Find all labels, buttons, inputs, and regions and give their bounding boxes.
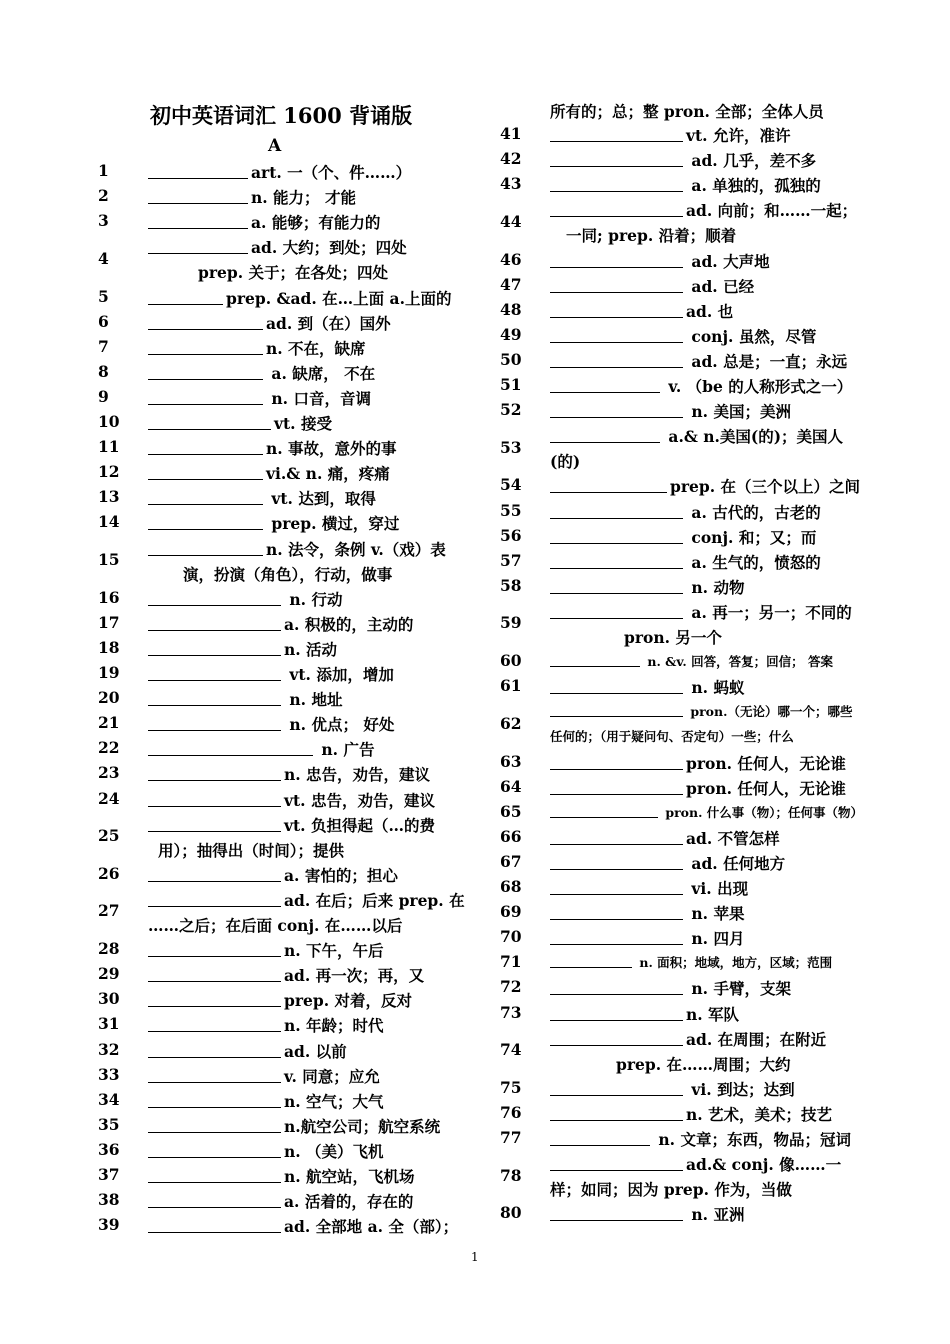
entry-number: 25 — [98, 826, 120, 846]
definition: ad. 在后；后来 prep. 在 — [284, 890, 465, 910]
answer-blank[interactable] — [148, 188, 248, 204]
definition: pron. 任何人，无论谁 — [686, 778, 846, 798]
entry-number: 3 — [98, 211, 109, 231]
answer-blank[interactable] — [550, 603, 683, 619]
answer-blank[interactable] — [550, 1155, 683, 1171]
answer-blank[interactable] — [148, 640, 281, 656]
entry-number: 16 — [98, 587, 120, 607]
entry-number: 32 — [98, 1039, 120, 1059]
entry-number: 2 — [98, 186, 109, 206]
entry-number: 12 — [98, 462, 120, 482]
answer-blank[interactable] — [148, 891, 281, 907]
definition: pron. 任何人，无论谁 — [686, 753, 846, 773]
answer-blank[interactable] — [550, 503, 683, 519]
answer-blank[interactable] — [148, 1016, 281, 1032]
entry-number: 21 — [98, 713, 120, 733]
definition-continued: 一同; prep. 沿着；顺着 — [566, 226, 737, 246]
answer-blank[interactable] — [550, 829, 683, 845]
definition-continued: 任何的；（用于疑问句、否定句）一些；什么 — [550, 729, 794, 745]
entry-number: 24 — [98, 788, 120, 808]
entry-number: 52 — [500, 400, 522, 420]
entry-number: 54 — [500, 475, 522, 495]
entry-number: 57 — [500, 550, 522, 570]
definition: n. 活动 — [284, 639, 338, 659]
answer-blank[interactable] — [550, 854, 683, 870]
definition: vt. 接受 — [274, 414, 332, 433]
definition: a. 活着的，存在的 — [284, 1192, 414, 1212]
definition: v. （be 的人称形式之一） — [663, 377, 853, 396]
definition: vi.& n. 痛，疼痛 — [266, 464, 390, 484]
entry-number: 34 — [98, 1089, 120, 1109]
entry-number: 72 — [500, 977, 522, 997]
definition: a. 单独的，孤独的 — [686, 176, 821, 196]
definition: v. 同意；应允 — [284, 1066, 380, 1086]
definition: n. 手臂，支架 — [686, 979, 791, 999]
definition: n. 下午，午后 — [284, 941, 384, 961]
answer-blank[interactable] — [148, 765, 281, 781]
definition: ad.& conj. 像……一 — [686, 1155, 842, 1175]
entry-number: 5 — [98, 286, 109, 306]
answer-blank[interactable] — [148, 489, 263, 505]
entry-number: 69 — [500, 902, 522, 922]
answer-blank[interactable] — [148, 941, 281, 957]
definition: ad. 大声地 — [686, 251, 770, 271]
entry-number: 68 — [500, 877, 522, 896]
entry-number: 75 — [500, 1077, 522, 1097]
definition: vt. 负担得起（…的费 — [284, 815, 435, 835]
answer-blank[interactable] — [148, 1092, 281, 1108]
answer-blank[interactable] — [148, 1042, 281, 1058]
definition: ad. 在周围；在附近 — [686, 1029, 827, 1049]
answer-blank[interactable] — [550, 402, 683, 418]
entry-number: 9 — [98, 386, 109, 406]
definition: ad. 大约；到处；四处 — [251, 238, 407, 258]
entry-number: 11 — [98, 437, 120, 457]
definition: n. 动物 — [686, 577, 745, 597]
definition: n. 年龄；时代 — [284, 1016, 384, 1036]
entry-number: 62 — [500, 713, 522, 733]
answer-blank[interactable] — [148, 364, 263, 380]
entry-number: 56 — [500, 525, 522, 545]
answer-blank[interactable] — [148, 1117, 281, 1133]
entry-number: 6 — [98, 311, 109, 331]
definition: n.航空公司；航空系统 — [284, 1116, 441, 1136]
definition: n. 面积；地域，地方，区域；范围 — [635, 955, 833, 971]
definition: ad. 也 — [686, 301, 734, 321]
definition: pron. 什么事（物）；任何事（物） — [661, 804, 864, 820]
entry-number: 36 — [98, 1139, 120, 1159]
definition: a. 积极的，主动的 — [284, 614, 414, 634]
entry-number: 42 — [500, 149, 522, 169]
definition: ad. 全部地 a. 全（部）； — [284, 1217, 459, 1237]
answer-blank[interactable] — [148, 590, 281, 606]
entry-number: 63 — [500, 751, 522, 771]
entry-number: 26 — [98, 863, 120, 883]
answer-blank[interactable] — [550, 678, 683, 694]
entry-number: 64 — [500, 776, 522, 796]
answer-blank[interactable] — [550, 201, 683, 217]
entry-number: 18 — [98, 637, 120, 657]
definition: a. 古代的，古老的 — [686, 502, 821, 522]
answer-blank[interactable] — [550, 528, 683, 544]
definition: prep. 横过，穿过 — [266, 514, 400, 534]
definition: ad. 到（在）国外 — [266, 313, 391, 333]
entry-number: 58 — [500, 575, 522, 595]
definition: n. 空气；大气 — [284, 1091, 384, 1111]
answer-blank[interactable] — [550, 277, 683, 293]
entry-number: 53 — [500, 437, 522, 457]
definition: a.& n.美国(的)；美国人 — [663, 427, 844, 447]
definition: n. 事故，意外的事 — [266, 439, 397, 459]
definition: n. 美国；美洲 — [686, 402, 791, 422]
definition: n. 军队 — [686, 1004, 740, 1024]
answer-blank[interactable] — [148, 514, 263, 530]
definition: vt. 达到，取得 — [266, 489, 376, 509]
definition: n. 口音，音调 — [266, 388, 371, 408]
answer-blank[interactable] — [550, 302, 683, 318]
definition: vt. 允许，准许 — [686, 126, 791, 145]
page-title: 初中英语词汇 1600 背诵版 — [150, 103, 413, 128]
definition: n. 四月 — [686, 929, 745, 949]
entry-number: 28 — [98, 939, 120, 959]
entry-number: 1 — [98, 161, 109, 180]
answer-blank[interactable] — [550, 879, 683, 895]
answer-blank[interactable] — [148, 339, 263, 355]
definition: n. 法令，条例 v.（戏）表 — [266, 539, 446, 559]
answer-blank[interactable] — [550, 176, 683, 192]
definition: n. 广告 — [316, 740, 375, 760]
entry-number: 73 — [500, 1002, 522, 1022]
definition: ad. 任何地方 — [686, 853, 786, 873]
answer-blank[interactable] — [550, 1030, 683, 1046]
entry-number: 51 — [500, 375, 522, 394]
answer-blank[interactable] — [148, 1142, 281, 1158]
entry-number: 55 — [500, 500, 522, 520]
answer-blank[interactable] — [550, 979, 683, 995]
entry-number: 29 — [98, 964, 120, 984]
entry-number: 38 — [98, 1190, 120, 1210]
entry-number: 20 — [98, 688, 120, 708]
entry-number: 44 — [500, 211, 522, 231]
definition: n. 蚂蚁 — [686, 678, 745, 698]
answer-blank[interactable] — [550, 754, 683, 770]
entry-number: 60 — [500, 651, 522, 671]
entry-number: 4 — [98, 248, 109, 268]
definition: vt. 忠告，劝告，建议 — [284, 790, 435, 810]
entry-number: 8 — [98, 361, 109, 381]
entry-number: 71 — [500, 952, 522, 972]
entry-number: 50 — [500, 349, 522, 369]
definition-continued: 样；如同；因为 prep. 作为，当做 — [550, 1180, 792, 1200]
answer-blank[interactable] — [148, 314, 263, 330]
definition: a. 生气的，愤怒的 — [686, 552, 821, 572]
definition: ad. 已经 — [686, 276, 755, 296]
definition-continued: prep. 关于；在各处；四处 — [198, 263, 388, 283]
answer-blank[interactable] — [148, 866, 281, 882]
answer-blank[interactable] — [148, 816, 281, 832]
entry-number: 41 — [500, 124, 522, 143]
entry-number: 17 — [98, 612, 120, 632]
definition: conj. 虽然，尽管 — [686, 326, 817, 346]
entry-number: 15 — [98, 550, 120, 570]
answer-blank[interactable] — [550, 929, 683, 945]
definition: art. 一（个、件……） — [251, 163, 412, 182]
entry-number: 22 — [98, 738, 120, 758]
answer-blank[interactable] — [148, 163, 248, 179]
entry-number: 7 — [98, 336, 109, 356]
entry-number: 37 — [98, 1165, 120, 1184]
answer-blank[interactable] — [148, 389, 263, 405]
definition: prep. 对着，反对 — [284, 991, 412, 1011]
entry-number: 74 — [500, 1040, 522, 1060]
entry-number: 48 — [500, 299, 522, 319]
definition: pron.（无论）哪一个；哪些 — [686, 704, 853, 720]
definition: prep. &ad. 在…上面 a.上面的 — [226, 288, 452, 308]
entry-number: 19 — [98, 663, 120, 682]
answer-blank[interactable] — [550, 477, 667, 493]
definition-continued: pron. 另一个 — [624, 627, 722, 647]
section-letter: A — [268, 136, 282, 156]
answer-blank[interactable] — [148, 213, 248, 229]
definition: n. 行动 — [284, 589, 343, 609]
definition: ad. 不管怎样 — [686, 828, 780, 848]
definition: ad. 向前；和……一起； — [686, 201, 858, 221]
entry-number: 47 — [500, 274, 522, 294]
definition: n. 能力； 才能 — [251, 188, 356, 208]
entry-number: 14 — [98, 512, 120, 532]
page-number: 1 — [471, 1250, 479, 1264]
entry-number: 66 — [500, 826, 522, 846]
definition: a. 害怕的；担心 — [284, 865, 398, 885]
answer-blank[interactable] — [550, 701, 683, 717]
entry-number: 46 — [500, 249, 522, 269]
answer-blank[interactable] — [148, 439, 263, 455]
definition: vi. 出现 — [686, 879, 749, 898]
definition: n. 航空站，飞机场 — [284, 1167, 415, 1186]
definition-continued: 演，扮演（角色），行动，做事 — [183, 564, 393, 584]
entry-number: 33 — [98, 1064, 120, 1084]
answer-blank[interactable] — [148, 1192, 281, 1208]
entry-number: 70 — [500, 927, 522, 947]
answer-blank[interactable] — [148, 289, 223, 305]
definition: vi. 到达；达到 — [686, 1079, 795, 1099]
definition: n. 不在，缺席 — [266, 338, 366, 358]
answer-blank[interactable] — [148, 615, 281, 631]
definition-continued: 用）；抽得出（时间）；提供 — [158, 840, 345, 860]
answer-blank[interactable] — [550, 126, 683, 142]
entry-number: 39 — [98, 1215, 120, 1235]
entry-number: 76 — [500, 1102, 522, 1122]
definition: n. 文章；东西，物品；冠词 — [653, 1130, 851, 1149]
entry-number: 80 — [500, 1203, 522, 1223]
entry-number: 59 — [500, 613, 522, 633]
definition: n. &v. 回答，答复；回信； 答案 — [643, 654, 833, 670]
answer-blank[interactable] — [550, 252, 683, 268]
answer-blank[interactable] — [550, 427, 660, 443]
answer-blank[interactable] — [550, 952, 632, 968]
answer-blank[interactable] — [550, 651, 640, 667]
entry-number: 31 — [98, 1014, 120, 1034]
answer-blank[interactable] — [148, 715, 281, 731]
answer-blank[interactable] — [148, 966, 281, 982]
definition: n. 优点； 好处 — [284, 715, 395, 735]
answer-blank[interactable] — [148, 540, 263, 556]
answer-blank[interactable] — [550, 1205, 683, 1221]
definition: a. 能够；有能力的 — [251, 213, 381, 233]
answer-blank[interactable] — [550, 377, 660, 393]
answer-blank[interactable] — [148, 1217, 281, 1233]
answer-blank[interactable] — [148, 1167, 281, 1183]
answer-blank[interactable] — [550, 327, 683, 343]
answer-blank[interactable] — [550, 779, 683, 795]
answer-blank[interactable] — [148, 740, 313, 756]
definition: n. 地址 — [284, 690, 343, 710]
carry-over-text: 所有的；总；整 pron. 全部；全体人员 — [550, 102, 824, 121]
entry-number: 30 — [98, 989, 120, 1009]
answer-blank[interactable] — [550, 904, 683, 920]
entry-number: 77 — [500, 1128, 522, 1147]
definition: a. 再一；另一；不同的 — [686, 602, 852, 622]
entry-number: 49 — [500, 324, 522, 344]
answer-blank[interactable] — [550, 352, 683, 368]
definition-continued: ……之后；在后面 conj. 在……以后 — [148, 915, 403, 935]
entry-number: 23 — [98, 763, 120, 783]
answer-blank[interactable] — [550, 1005, 683, 1021]
definition: n. （美）飞机 — [284, 1141, 384, 1161]
answer-blank[interactable] — [148, 690, 281, 706]
entry-number: 13 — [98, 487, 120, 507]
answer-blank[interactable] — [550, 1080, 683, 1096]
answer-blank[interactable] — [550, 578, 683, 594]
answer-blank[interactable] — [148, 464, 263, 480]
definition: n. 忠告，劝告，建议 — [284, 765, 431, 785]
entry-number: 65 — [500, 801, 522, 821]
entry-number: 43 — [500, 174, 522, 194]
answer-blank[interactable] — [148, 414, 271, 430]
answer-blank[interactable] — [148, 991, 281, 1007]
entry-number: 61 — [500, 676, 522, 696]
entry-number: 78 — [500, 1165, 522, 1185]
definition: a. 缺席， 不在 — [266, 363, 376, 383]
definition: vt. 添加，增加 — [284, 665, 394, 684]
definition: ad. 再一次；再，又 — [284, 966, 425, 986]
answer-blank[interactable] — [148, 665, 281, 681]
entry-number: 27 — [98, 901, 120, 921]
definition: prep. 在（三个以上）之间 — [670, 477, 860, 497]
definition: ad. 总是；一直；永远 — [686, 351, 848, 371]
entry-number: 35 — [98, 1114, 120, 1134]
answer-blank[interactable] — [550, 151, 683, 167]
answer-blank[interactable] — [550, 1105, 683, 1121]
definition: ad. 几乎，差不多 — [686, 151, 817, 171]
definition: ad. 以前 — [284, 1041, 347, 1061]
definition: n. 艺术，美术；技艺 — [686, 1104, 833, 1124]
definition: n. 亚洲 — [686, 1205, 745, 1225]
definition: conj. 和；又；而 — [686, 527, 817, 547]
entry-number: 67 — [500, 851, 522, 871]
definition-continued: (的) — [550, 452, 581, 472]
definition-continued: prep. 在……周围；大约 — [616, 1054, 791, 1074]
answer-blank[interactable] — [148, 791, 281, 807]
definition: n. 苹果 — [686, 904, 745, 924]
answer-blank[interactable] — [148, 1067, 281, 1083]
answer-blank[interactable] — [148, 238, 248, 254]
answer-blank[interactable] — [550, 1130, 650, 1146]
entry-number: 10 — [98, 412, 120, 431]
answer-blank[interactable] — [550, 802, 658, 818]
answer-blank[interactable] — [550, 553, 683, 569]
